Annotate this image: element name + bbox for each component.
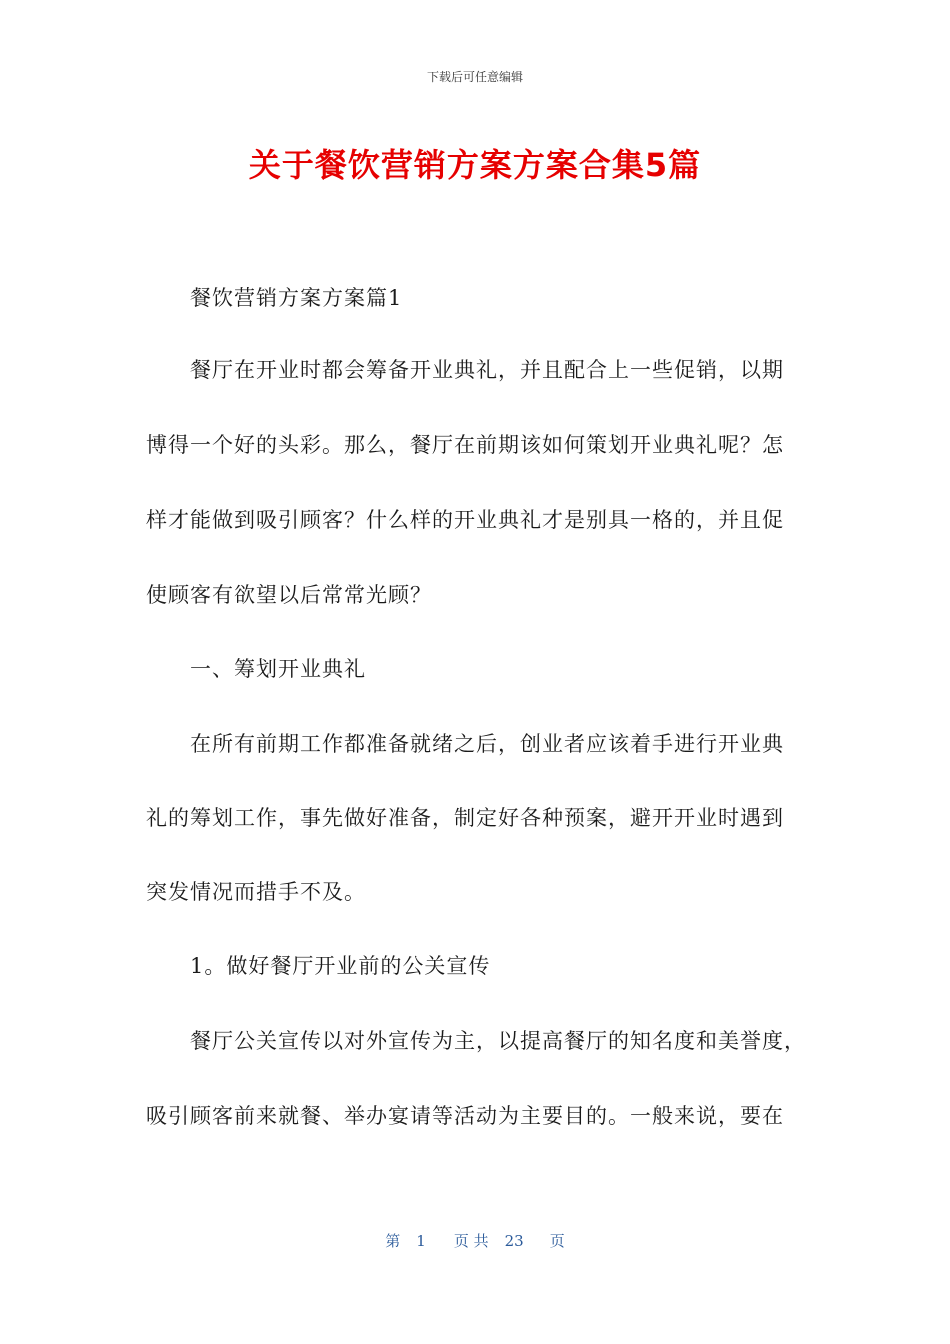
body-line: 吸引顾客前来就餐、举办宴请等活动为主要目的。一般来说，要在 — [146, 1104, 784, 1128]
document-title: 关于餐饮营销方案方案合集5篇 — [248, 146, 702, 184]
body-line: 突发情况而措手不及。 — [146, 880, 366, 904]
footer-page-total: 23 — [504, 1232, 524, 1250]
body-line: 礼的筹划工作，事先做好准备，制定好各种预案，避开开业时遇到 — [146, 806, 784, 830]
footer-page-suffix: 页 — [549, 1232, 565, 1250]
body-line: 餐厅在开业时都会筹备开业典礼，并且配合上一些促销，以期 — [190, 358, 784, 382]
header-note: 下载后可任意编辑 — [426, 70, 523, 84]
body-line-subheading: 1。做好餐厅开业前的公关宣传 — [190, 954, 491, 978]
page-footer — [0, 1230, 950, 1251]
body-line-subheading: 一、筹划开业典礼 — [190, 657, 366, 681]
footer-page-mid: 页 共 — [453, 1232, 489, 1250]
body-line: 样才能做到吸引顾客？什么样的开业典礼才是别具一格的，并且促 — [146, 508, 784, 532]
body-line-section-heading: 餐饮营销方案方案篇1 — [190, 286, 403, 310]
body-line: 餐厅公关宣传以对外宣传为主，以提高餐厅的知名度和美誉度， — [190, 1029, 806, 1053]
body-line: 在所有前期工作都准备就绪之后，创业者应该着手进行开业典 — [190, 732, 784, 756]
footer-page-number: 1 — [416, 1232, 426, 1250]
footer-page-prefix: 第 — [385, 1232, 401, 1250]
body-line: 博得一个好的头彩。那么，餐厅在前期该如何策划开业典礼呢？怎 — [146, 433, 784, 457]
body-line: 使顾客有欲望以后常常光顾？ — [146, 583, 432, 607]
